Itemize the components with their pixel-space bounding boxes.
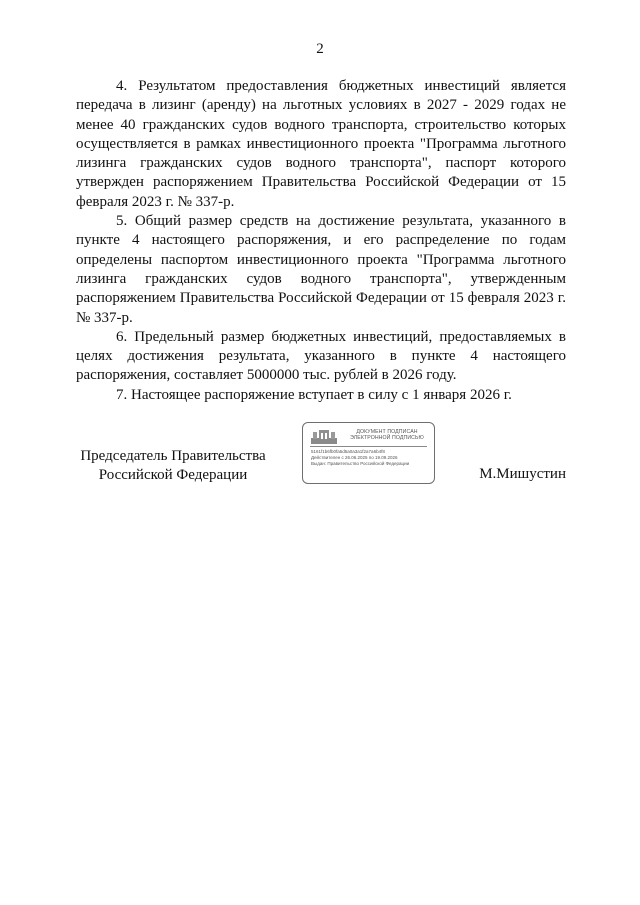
paragraph-7: 7. Настоящее распоряжение вступает в силу с 1 января 2026 г. (116, 386, 512, 403)
paragraph-6: 6. Предельный размер бюджетных инвестиций, предоставляемых в целях достижения результата, указанного в пункте 4 настоящего распоряжения, составляет 5000000 тыс. рублей в 2026 году. (76, 328, 566, 384)
page-number: 2 (316, 41, 324, 57)
government-emblem-icon (310, 429, 338, 445)
paragraph-4: 4. Результатом предоставления бюджетных инвестиций является передача в лизинг (аренду) на льготных условиях в 2027 - 2029 годах не менее 40 гражданских судов водного транспорта, строительство которых осуществляется в рамках инвестиционного проекта "Программа льготного лизинга гражданских судов водного транспорта", паспорт которого утвержден распоряжением Правительства Российской Федерации от 15 февраля 2023 г. № 337-р. (76, 78, 566, 210)
stamp-divider (310, 446, 427, 447)
paragraph-5: 5. Общий размер средств на достижение результата, указанного в пункте 4 настоящего распоряжения, и его распределение по годам определены паспортом инвестиционного проекта "Программа льготного лизинга гражданских судов водного транспорта", утвержденным распоряжением Правительства Российской Федерации от 15 февраля 2023 г. № 337-р. (76, 213, 566, 326)
electronic-signature-stamp (302, 422, 435, 484)
stamp-validity: Действителен с 26.06.2025 по 19.09.2026 (311, 455, 398, 460)
signatory-position: Председатель Правительства Российской Федерации (80, 448, 266, 483)
signatory-name: М.Мишустин (479, 466, 566, 482)
stamp-title: ДОКУМЕНТ ПОДПИСАН ЭЛЕКТРОННОЙ ПОДПИСЬЮ (350, 429, 424, 442)
stamp-certificate: 5161f1b6fb0fa5d5a0a3a1f2a7a6b4f8 (311, 449, 385, 454)
document-body (76, 77, 566, 405)
stamp-details (311, 449, 429, 467)
stamp-issued-to: Выдан: Правительство Российской Федерации (311, 461, 410, 466)
